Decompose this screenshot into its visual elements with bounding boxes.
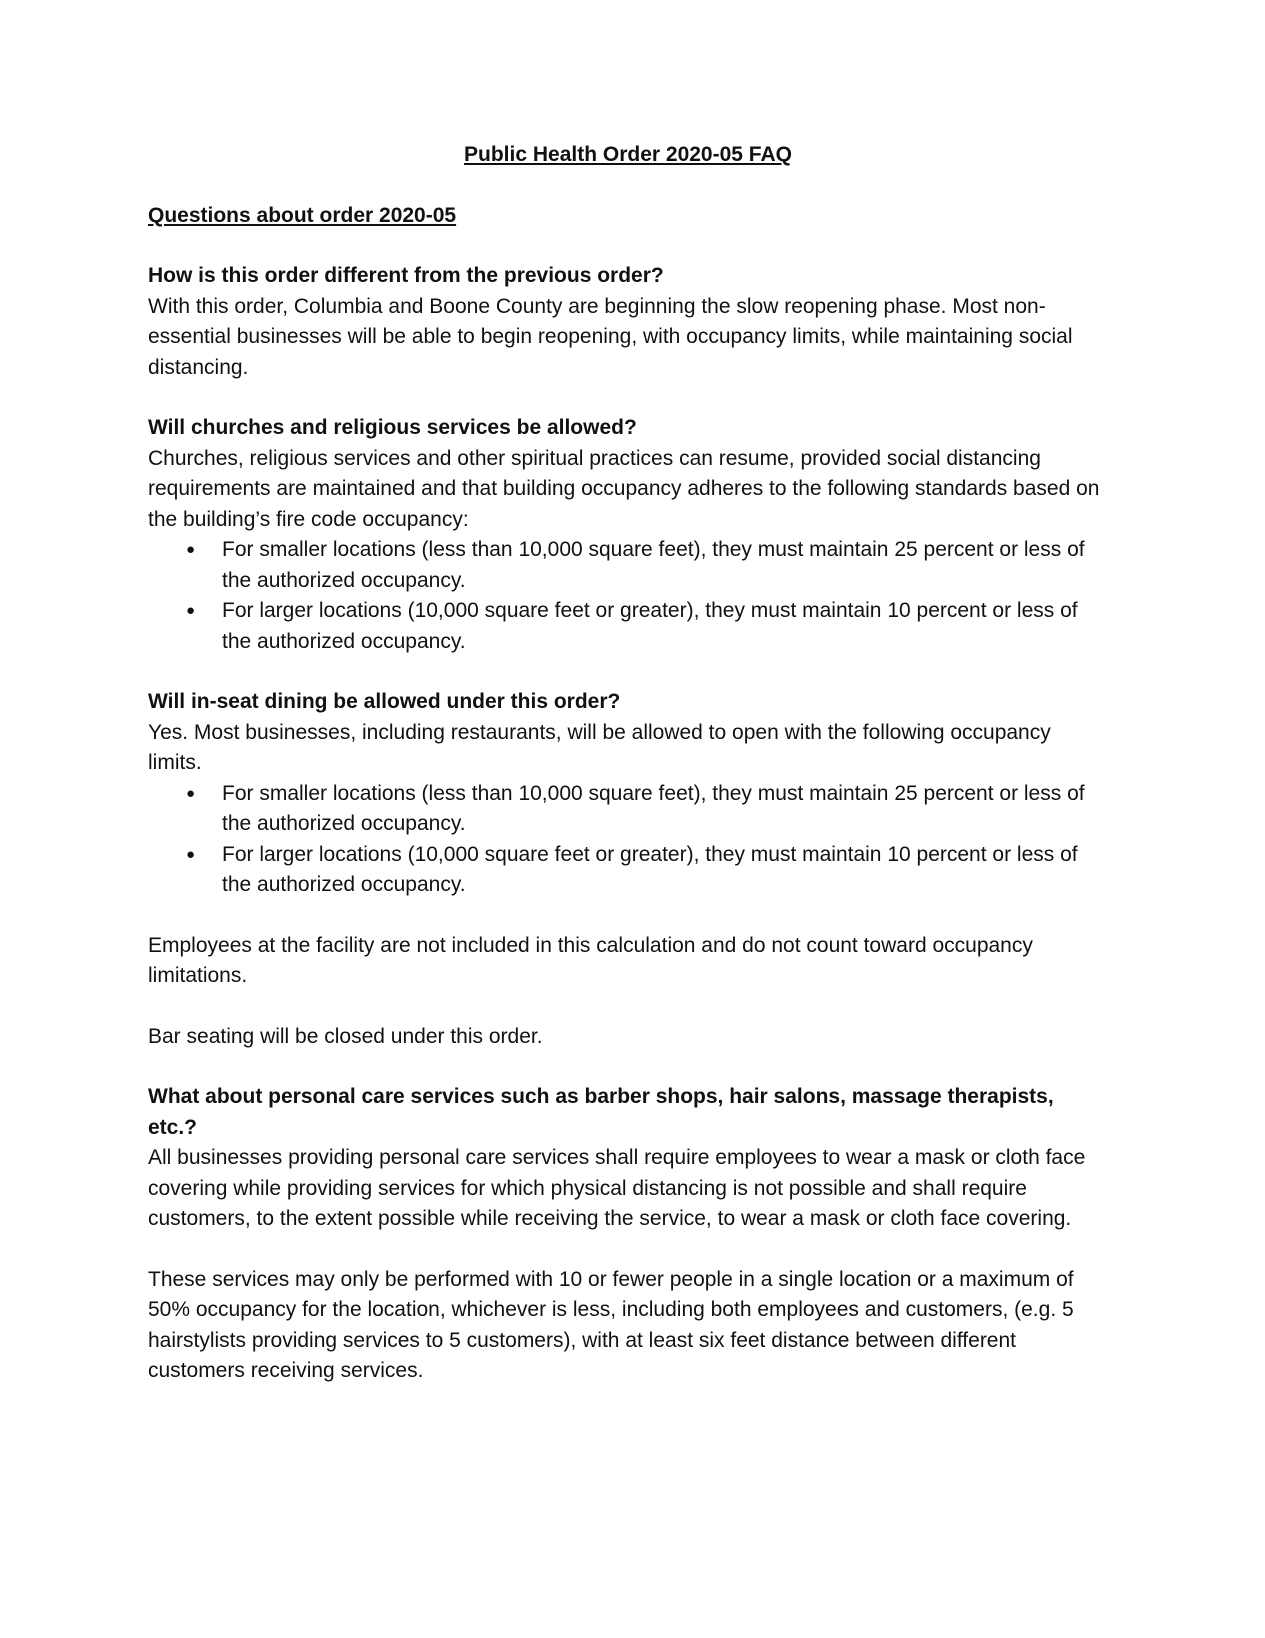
bullet-list — [148, 779, 1108, 901]
faq-note: Employees at the facility are not included in this calculation and do not count toward occupancy limitations. — [148, 933, 1033, 987]
bullet-icon: ● — [186, 784, 196, 802]
list-item-text: For larger locations (10,000 square feet or greater), they must maintain 10 percent or less of the authorized occupancy. — [222, 842, 1078, 896]
list-item — [148, 779, 1108, 840]
faq-item — [148, 687, 1108, 1052]
list-item-text: For smaller locations (less than 10,000 square feet), they must maintain 25 percent or less of the authorized occupancy. — [222, 781, 1085, 835]
faq-question: What about personal care services such as barber shops, hair salons, massage therapists, etc.? — [148, 1085, 1054, 1139]
list-item — [148, 840, 1108, 901]
bullet-icon: ● — [186, 845, 196, 863]
faq-answer: Yes. Most businesses, including restaurants, will be allowed to open with the following occupancy limits. — [148, 720, 1051, 774]
section-heading: Questions about order 2020-05 — [148, 203, 457, 227]
faq-item — [148, 1082, 1108, 1387]
list-item-text: For smaller locations (less than 10,000 square feet), they must maintain 25 percent or less of the authorized occupancy. — [222, 538, 1085, 592]
list-item — [148, 596, 1108, 657]
bullet-list — [148, 535, 1108, 657]
faq-answer: All businesses providing personal care services shall require employees to wear a mask or cloth face covering while providing services for which physical distancing is not possible and shall require customers, to the extent possible while receiving the service, to wear a mask or cloth face covering. — [148, 1146, 1086, 1230]
document-title: Public Health Order 2020-05 FAQ — [464, 143, 792, 166]
faq-question: How is this order different from the previous order? — [148, 264, 664, 287]
faq-answer: Churches, religious services and other spiritual practices can resume, provided social distancing requirements are maintained and that building occupancy adheres to the following standards based on the building’s fire code occupancy: — [148, 446, 1100, 531]
faq-answer: With this order, Columbia and Boone County are beginning the slow reopening phase. Most non-essential businesses will be able to begin reopening, with occupancy limits, while maintaining social distancing. — [148, 294, 1073, 379]
bullet-icon: ● — [186, 541, 196, 558]
list-item-text: For larger locations (10,000 square feet or greater), they must maintain 10 percent or less of the authorized occupancy. — [222, 599, 1078, 653]
faq-question: Will churches and religious services be allowed? — [148, 416, 637, 439]
faq-question: Will in-seat dining be allowed under this order? — [148, 690, 621, 713]
list-item — [148, 535, 1108, 596]
faq-item — [148, 261, 1108, 383]
faq-note: Bar seating will be closed under this order. — [148, 1024, 543, 1048]
document-page — [148, 140, 1108, 1387]
faq-note: These services may only be performed with 10 or fewer people in a single location or a maximum of 50% occupancy for the location, whichever is less, including both employees and customers, (e.g. 5 hairstylists providing services to 5 customers), with at least six feet distance between different customers receiving services. — [148, 1267, 1074, 1382]
faq-item — [148, 413, 1108, 657]
bullet-icon: ● — [186, 602, 196, 619]
